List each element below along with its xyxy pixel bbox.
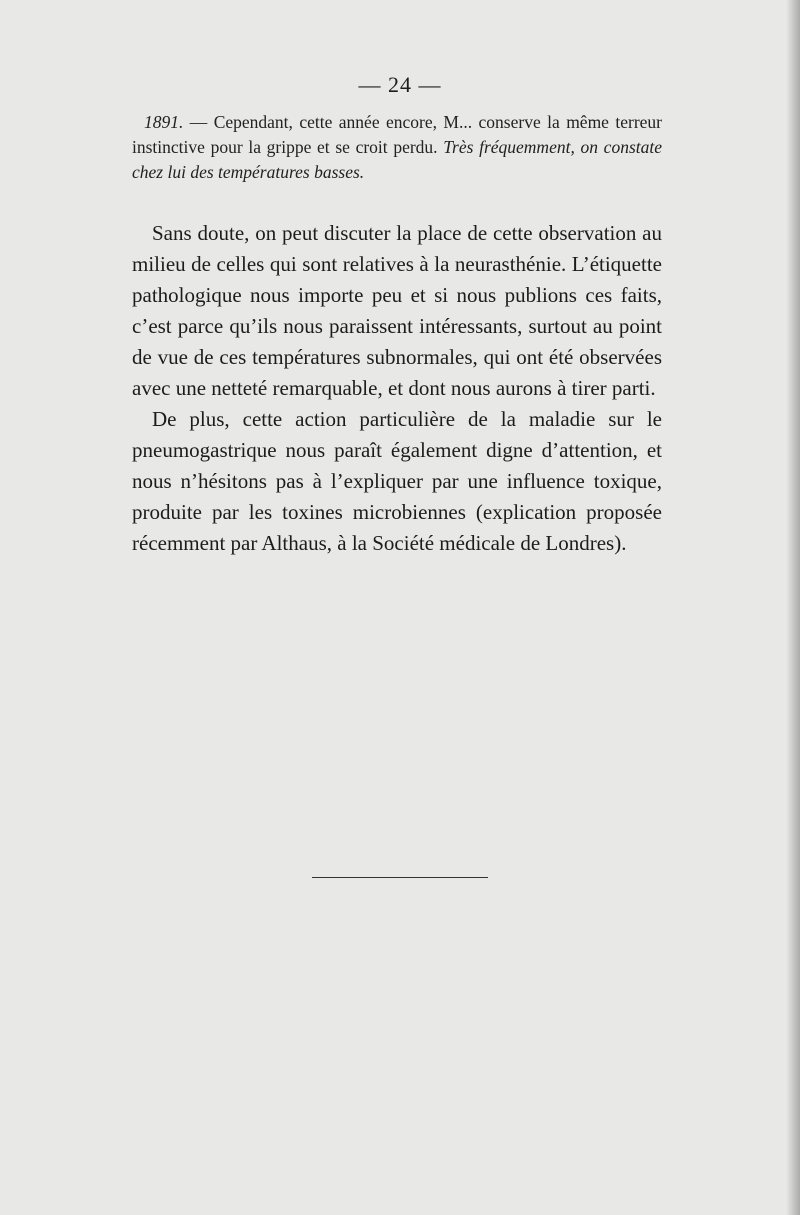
- paragraph-2: De plus, cette action particulière de la maladie sur le pneumogastrique nous paraît également digne d’attention, et nous n’hésitons pas à l’expliquer par une influence toxique, produite par les toxines microbiennes (explication proposée récemment par Althaus, à la Société médicale de Londres).: [132, 407, 662, 555]
- note-text: — Cependant, cette année encore, M... conserve la même terreur instinctive pour la grippe et se croit perdu.: [132, 112, 662, 157]
- page-number: — 24 —: [358, 72, 442, 97]
- page-edge-shadow: [786, 0, 800, 1215]
- observation-note: [132, 110, 662, 185]
- section-end-rule: [312, 877, 488, 878]
- paragraph-1: Sans doute, on peut discuter la place de cette observation au milieu de celles qui sont relatives à la neurasthénie. L’étiquette pathologique nous importe peu et si nous publions ces faits, c’est parce qu’ils nous paraissent intéressants, surtout au point de vue de ces températures subnormales, qui ont été observées avec une netteté remarquable, et dont nous aurons à tirer parti.: [132, 221, 662, 400]
- note-italic-text: Très fréquemment, on constate chez lui des températures basses.: [132, 137, 662, 182]
- main-text: [132, 218, 662, 559]
- note-year: 1891.: [144, 112, 184, 132]
